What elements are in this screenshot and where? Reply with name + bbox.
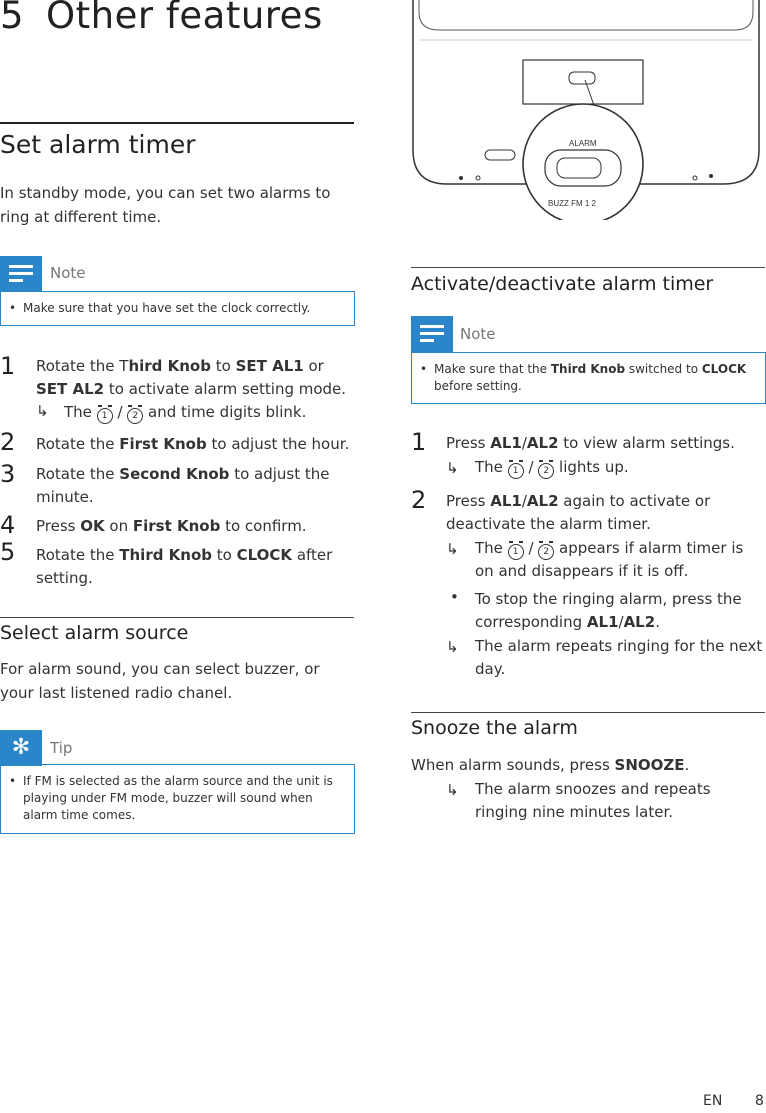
tip-icon: ✻ bbox=[0, 730, 42, 766]
note-box bbox=[411, 352, 766, 404]
step-result: The alarm repeats ringing for the next day. bbox=[475, 637, 763, 678]
tip-text: • If FM is selected as the alarm source and the unit is playing under FM mode, buzzer will sound when alarm time comes. bbox=[9, 773, 346, 824]
chapter-number: 5 bbox=[0, 0, 25, 37]
alarm2-icon: 2 bbox=[538, 463, 554, 479]
note-box bbox=[0, 291, 355, 326]
step-number: 2 bbox=[0, 428, 16, 456]
chapter-title bbox=[0, 0, 323, 37]
note-label: Note bbox=[460, 325, 496, 343]
tip-box bbox=[0, 764, 355, 834]
step-number: 5 bbox=[0, 538, 16, 566]
section-rule bbox=[411, 712, 765, 713]
step-text: Rotate the Second Knob to adjust the minute. bbox=[36, 465, 330, 506]
step-result: The 1 / 2 appears if alarm timer is on and disappears if it is off. bbox=[475, 539, 744, 580]
result-arrow-icon: ↳ bbox=[446, 638, 459, 656]
device-diagram bbox=[405, 0, 766, 220]
select-source-intro: For alarm sound, you can select buzzer, or your last listened radio chanel. bbox=[0, 660, 320, 702]
step-number: 2 bbox=[411, 486, 427, 514]
step-text: Press AL1/AL2 again to activate or deactivate the alarm timer. bbox=[446, 492, 711, 533]
alarm2-icon: 2 bbox=[127, 408, 143, 424]
step-number: 1 bbox=[0, 352, 16, 380]
step-number: 3 bbox=[0, 460, 16, 488]
section-rule bbox=[411, 267, 765, 268]
step-number: 4 bbox=[0, 511, 16, 539]
chapter-title-text: Other features bbox=[46, 0, 323, 37]
result-arrow-icon: ↳ bbox=[36, 402, 49, 420]
alarm2-icon: 2 bbox=[538, 544, 554, 560]
snooze-text: When alarm sounds, press SNOOZE. bbox=[411, 756, 690, 774]
note-text: • Make sure that you have set the clock correctly. bbox=[9, 300, 346, 317]
set-alarm-heading: Set alarm timer bbox=[0, 130, 196, 159]
activate-heading: Activate/deactivate alarm timer bbox=[411, 273, 714, 295]
set-alarm-intro: In standby mode, you can set two alarms to ring at different time. bbox=[0, 184, 331, 226]
alarm1-icon: 1 bbox=[508, 463, 524, 479]
result-arrow-icon: ↳ bbox=[446, 459, 459, 477]
note-icon bbox=[0, 256, 42, 292]
footer-language: EN bbox=[703, 1093, 723, 1109]
snooze-heading: Snooze the alarm bbox=[411, 717, 578, 739]
note-label: Note bbox=[50, 264, 86, 282]
snooze-result: The alarm snoozes and repeats ringing nine minutes later. bbox=[475, 780, 711, 821]
result-arrow-icon: ↳ bbox=[446, 540, 459, 558]
step-substep: To stop the ringing alarm, press the corresponding AL1/AL2. bbox=[475, 590, 742, 631]
step-text: Press AL1/AL2 to view alarm settings. bbox=[446, 434, 735, 452]
section-rule bbox=[0, 122, 354, 124]
step-number: 1 bbox=[411, 428, 427, 456]
step-text: Press OK on First Knob to confirm. bbox=[36, 517, 307, 535]
bullet-icon: • bbox=[450, 588, 459, 606]
step-text: Rotate the Third Knob to CLOCK after setting. bbox=[36, 546, 333, 587]
step-text: Rotate the Third Knob to SET AL1 or SET AL2 to activate alarm setting mode. bbox=[36, 357, 347, 398]
step-text: Rotate the First Knob to adjust the hour. bbox=[36, 435, 350, 453]
alarm1-icon: 1 bbox=[97, 408, 113, 424]
result-arrow-icon: ↳ bbox=[446, 781, 459, 799]
section-rule bbox=[0, 617, 354, 618]
diagram-alarm-label: ALARM bbox=[569, 139, 597, 148]
footer-page-number: 8 bbox=[755, 1093, 764, 1109]
tip-label: Tip bbox=[50, 739, 73, 757]
note-text: • Make sure that the Third Knob switched to CLOCK before setting. bbox=[420, 361, 757, 395]
alarm1-icon: 1 bbox=[508, 544, 524, 560]
step-result: The 1 / 2 lights up. bbox=[475, 456, 629, 479]
note-icon bbox=[411, 316, 453, 352]
select-source-heading: Select alarm source bbox=[0, 622, 189, 644]
step-result: The 1 / 2 and time digits blink. bbox=[64, 401, 306, 424]
diagram-switch-labels: BUZZ FM 1 2 bbox=[548, 199, 597, 208]
